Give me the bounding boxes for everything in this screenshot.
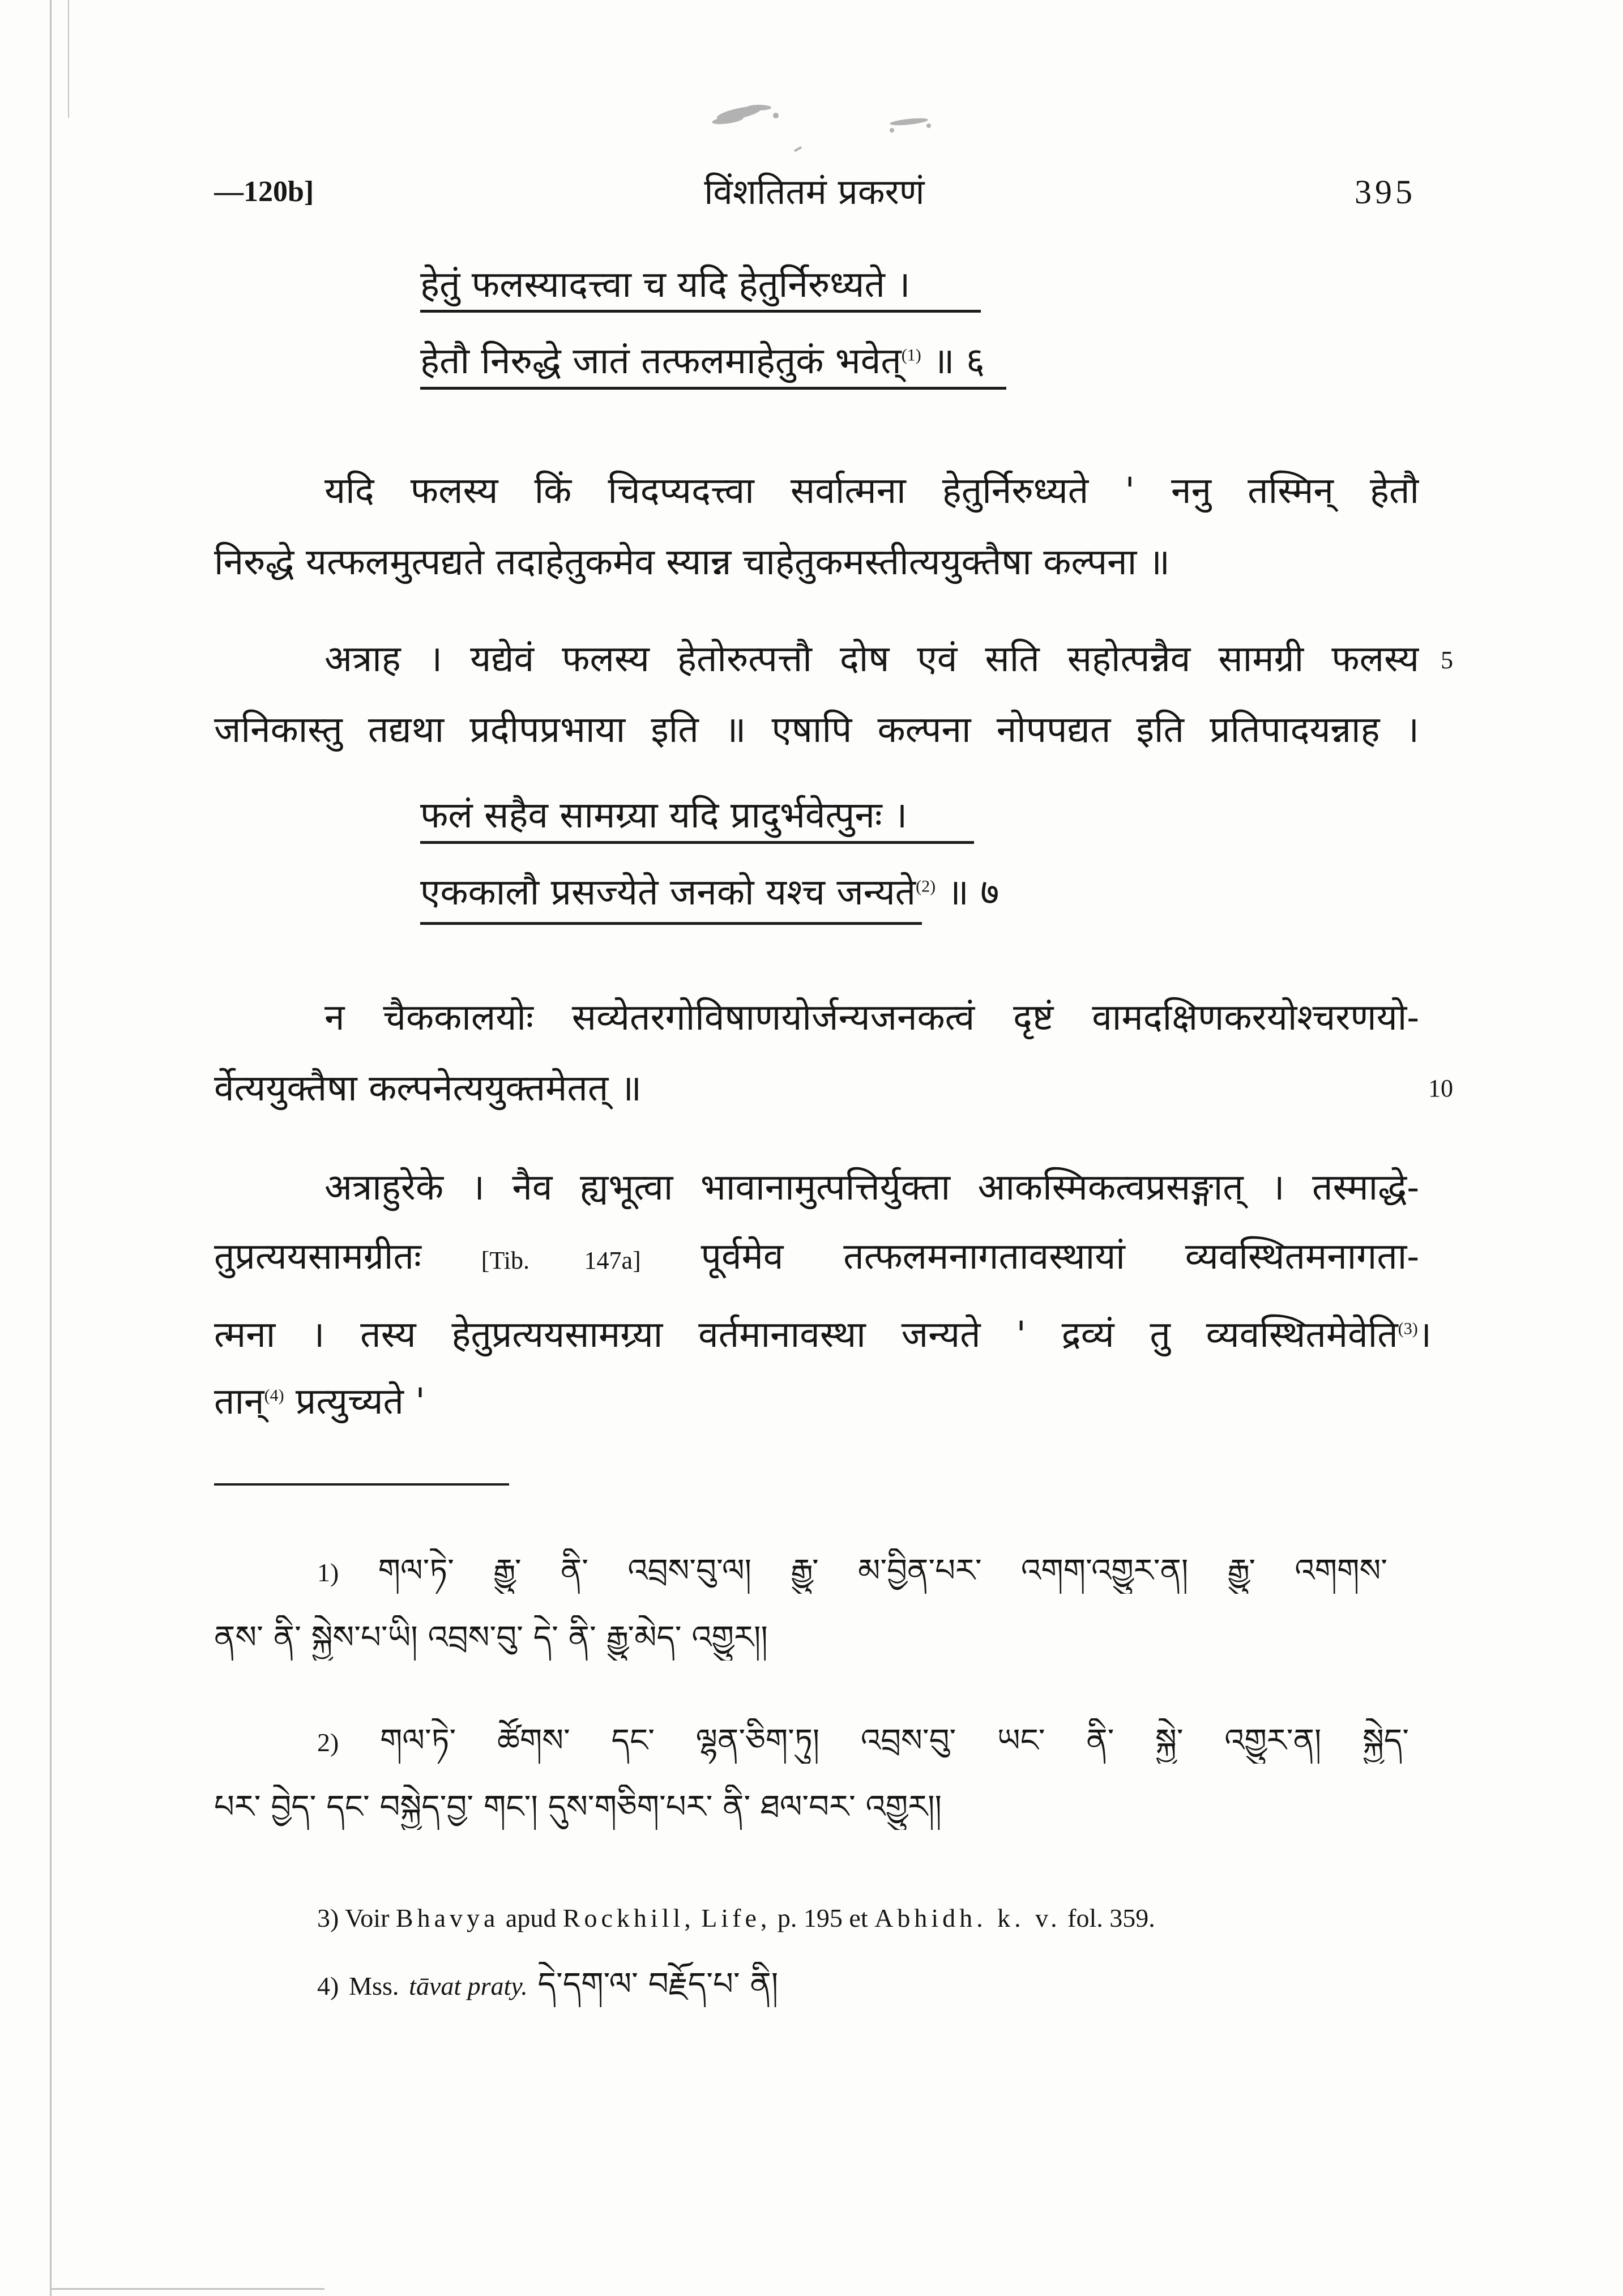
commentary-line: जनिकास्तु तद्यथा प्रदीपप्रभाया इति ॥ एषापि कल्पना नोपपद्यत इति प्रतिपादयन्नाह । (214, 709, 1419, 751)
verse-6-line-1: हेतुं फलस्यादत्त्वा च यदि हेतुर्निरुध्यते । (420, 264, 911, 306)
footnote-3-title: Life, (701, 1904, 771, 1932)
line-number-10: 10 (1428, 1074, 1453, 1102)
verse-7-line-2-text: एककालौ प्रसज्येते जनको यश्च जन्यते (420, 872, 916, 914)
footnote-3-text: p. 195 et (777, 1904, 868, 1932)
footnote-ref-2: (2) (916, 877, 936, 896)
commentary-line (214, 1232, 1419, 1282)
footnote-3-title: Abhidh. k. v. (874, 1904, 1061, 1932)
folio-reference: —120b] (214, 176, 314, 208)
footnote-3-author: Bhavya (395, 1904, 499, 1932)
scan-edge-bottom (52, 2288, 324, 2290)
footnote-4-marker: 4) (317, 1971, 339, 2000)
footnote-3 (317, 1896, 1421, 1941)
commentary-text: तान् (214, 1381, 264, 1423)
footnote-3-text: apud (505, 1904, 557, 1932)
commentary-line: निरुद्धे यत्फलमुत्पद्यते तदाहेतुकमेव स्यान्न चाहेतुकमस्तीत्ययुक्तैषा कल्पना ॥ (214, 541, 1170, 583)
verse-6-line-2-underline (420, 387, 1006, 390)
verse-6-line-1-underline (420, 310, 981, 313)
footnote-3-text: Voir (345, 1904, 390, 1932)
verse-7-line-2-underline (420, 922, 922, 925)
tibetan-text: དེ་དག་ལ་ བརྗོད་པ་ ནི། (537, 1966, 779, 2003)
verse-7-line-1-underline (420, 841, 974, 844)
commentary-text: त्मना । तस्य हेतुप्रत्ययसामग्र्या वर्तमानावस्था जन्यते ' द्रव्यं तु व्यवस्थितमेवेति (214, 1314, 1398, 1356)
footnote-4-mss: Mss. (349, 1971, 399, 2000)
footnote-2-marker: 2) (317, 1728, 339, 1757)
verse-7-line-1: फलं सहैव सामग्र्या यदि प्रादुर्भवेत्पुनः । (420, 795, 908, 837)
footnote-1-line-1 (317, 1548, 1387, 1594)
commentary-line: र्वेत्ययुक्तैषा कल्पनेत्ययुक्तमेतत् ॥ (214, 1068, 642, 1109)
scan-edge-left-short (68, 0, 69, 118)
footnote-3-author: Rockhill, (562, 1904, 695, 1932)
commentary-line: अत्राहुरेके । नैव ह्यभूत्वा भावानामुत्पत्तिर्युक्ता आकस्मिकत्वप्रसङ्गात् । तस्माद्धे- (324, 1167, 1419, 1209)
footnote-1-marker: 1) (317, 1558, 339, 1587)
footnote-ref-4: (4) (264, 1386, 284, 1405)
line-number-5: 5 (1441, 646, 1453, 674)
verse-6-line-2 (420, 336, 1419, 386)
footnote-2-line-2: པར་ བྱེད་ དང་ བསྐྱེད་བྱ་ གང་། དུས་གཅིག་པར་ ནི་ ཐལ་བར་ འགྱུར།། (214, 1789, 942, 1825)
danda: । (1417, 1314, 1432, 1356)
tibetan-text: གལ་ཏེ་ ཚོགས་ དང་ ལྷན་ཅིག་ཏུ། འབྲས་བུ་ ཡང་ ནི་ སྐྱེ་ འགྱུར་ན། སྐྱེད་ (380, 1722, 1409, 1759)
footnote-4 (317, 1962, 1421, 2007)
commentary-text: तुप्रत्ययसामग्रीतः (214, 1236, 421, 1278)
commentary-line (214, 1310, 1432, 1360)
commentary-line: न चैककालयोः सव्येतरगोविषाणयोर्जन्यजनकत्वं दृष्टं वामदक्षिणकरयोश्चरणयो- (324, 997, 1419, 1039)
footnote-2-line-1 (317, 1718, 1409, 1764)
verse-6-line-2-text: हेतौ निरुद्धे जातं तत्फलमाहेतुकं भवेत् (420, 340, 902, 382)
commentary-text: प्रत्युच्यते ' (295, 1381, 425, 1423)
footnote-1-line-2: ནས་ ནི་ སྐྱེས་པ་ཡི། འབྲས་བུ་ དེ་ ནི་ རྒྱུ་མེད་ འགྱུར།། (214, 1619, 768, 1656)
page-number: 395 (1355, 173, 1416, 211)
verse-7-number: ॥ ७ (947, 872, 1000, 914)
print-ornament (697, 91, 968, 170)
commentary-line: अत्राह । यद्येवं फलस्य हेतोरुत्पत्तौ दोष एवं सति सहोत्पन्नैव सामग्री फलस्य (324, 638, 1419, 680)
footnote-4-reading: tāvat praty. (409, 1971, 528, 2000)
tibetan-text: གལ་ཏེ་ རྒྱུ་ ནི་ འབྲས་བུ་ལ། རྒྱུ་ མ་བྱིན་པར་ འགག་འགྱུར་ན། རྒྱུ་ འགགས་ (378, 1552, 1387, 1589)
scan-edge-left (50, 0, 52, 2296)
commentary-line (214, 1377, 724, 1427)
tibetan-folio-reference: [Tib. 147a] (481, 1247, 641, 1274)
footnote-separator (214, 1483, 509, 1486)
footnote-3-text: fol. 359. (1067, 1904, 1155, 1932)
commentary-line: यदि फलस्य किं चिदप्यदत्त्वा सर्वात्मना हेतुर्निरुध्यते ' ननु तस्मिन् हेतौ (324, 470, 1419, 512)
footnote-3-marker: 3) (317, 1904, 339, 1932)
verse-7-line-2 (420, 868, 1419, 917)
footnote-ref-3: (3) (1398, 1319, 1418, 1338)
footnote-ref-1: (1) (901, 345, 921, 365)
verse-6-number: ॥ ६ (933, 340, 985, 382)
commentary-text: पूर्वमेव तत्फलमनागतावस्थायां व्यवस्थितमनागता- (701, 1236, 1419, 1278)
chapter-title: विंशतितमं प्रकरणं (704, 171, 925, 212)
